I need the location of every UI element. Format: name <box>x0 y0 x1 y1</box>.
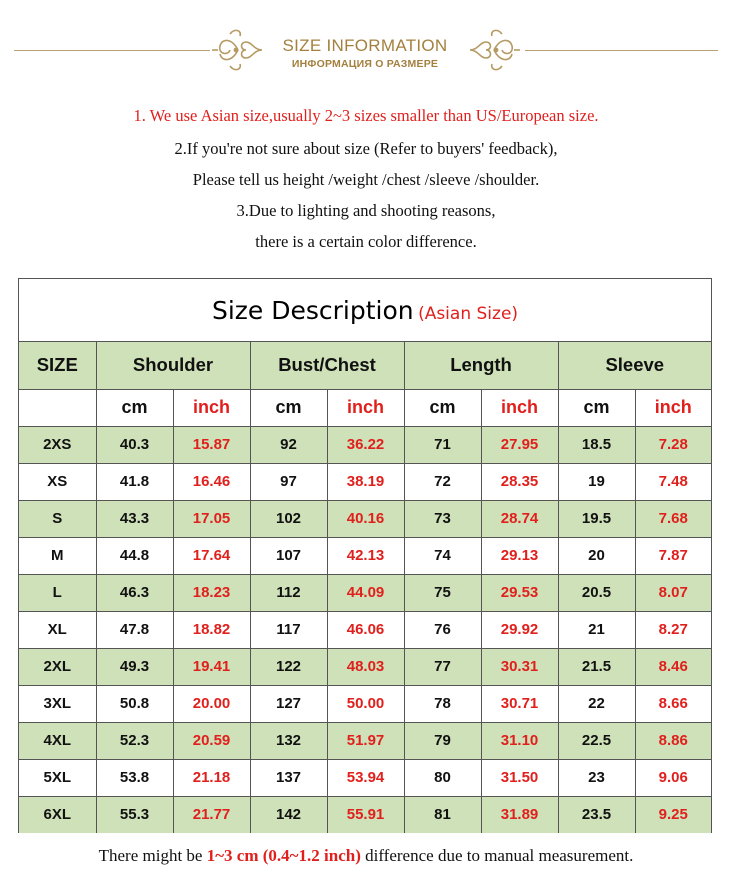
size-label: 5XL <box>19 759 96 796</box>
value-inch: 18.82 <box>173 611 250 648</box>
unit-inch: inch <box>481 389 558 426</box>
value-cm: 80 <box>404 759 481 796</box>
value-cm: 53.8 <box>96 759 173 796</box>
unit-inch: inch <box>635 389 711 426</box>
size-label: L <box>19 574 96 611</box>
value-cm: 74 <box>404 537 481 574</box>
value-inch: 31.10 <box>481 722 558 759</box>
table-row <box>19 537 711 574</box>
table-row <box>19 463 711 500</box>
header-length: Length <box>404 342 558 389</box>
table-row <box>19 759 711 796</box>
banner-title-en: SIZE INFORMATION <box>282 36 448 55</box>
value-cm: 76 <box>404 611 481 648</box>
unit-inch: inch <box>327 389 404 426</box>
value-cm: 23.5 <box>558 796 635 833</box>
value-inch: 8.46 <box>635 648 711 685</box>
value-inch: 17.64 <box>173 537 250 574</box>
value-cm: 18.5 <box>558 426 635 463</box>
value-inch: 36.22 <box>327 426 404 463</box>
unit-cm: cm <box>96 389 173 426</box>
value-inch: 30.31 <box>481 648 558 685</box>
note-1: 1. We use Asian size,usually 2~3 sizes smaller than US/European size. <box>133 106 599 125</box>
ornament-left-icon <box>208 24 264 76</box>
value-cm: 73 <box>404 500 481 537</box>
value-inch: 53.94 <box>327 759 404 796</box>
value-cm: 49.3 <box>96 648 173 685</box>
table-row <box>19 426 711 463</box>
value-inch: 18.23 <box>173 574 250 611</box>
unit-cm: cm <box>250 389 327 426</box>
value-cm: 44.8 <box>96 537 173 574</box>
size-label: XL <box>19 611 96 648</box>
table-row <box>19 685 711 722</box>
note-2: 2.If you're not sure about size (Refer to buyers' feedback), <box>174 139 558 158</box>
value-inch: 8.27 <box>635 611 711 648</box>
value-inch: 40.16 <box>327 500 404 537</box>
value-inch: 19.41 <box>173 648 250 685</box>
size-grid <box>19 342 711 833</box>
value-cm: 23 <box>558 759 635 796</box>
value-inch: 21.77 <box>173 796 250 833</box>
value-inch: 17.05 <box>173 500 250 537</box>
unit-cm: cm <box>404 389 481 426</box>
header-size: SIZE <box>19 342 96 389</box>
value-cm: 52.3 <box>96 722 173 759</box>
size-label: M <box>19 537 96 574</box>
banner-divider-left <box>14 50 210 51</box>
size-label: S <box>19 500 96 537</box>
value-cm: 75 <box>404 574 481 611</box>
size-label: 3XL <box>19 685 96 722</box>
table-title <box>19 279 711 342</box>
table-row <box>19 500 711 537</box>
value-cm: 137 <box>250 759 327 796</box>
value-inch: 16.46 <box>173 463 250 500</box>
banner-divider-right <box>525 50 718 51</box>
value-cm: 127 <box>250 685 327 722</box>
header-shoulder: Shoulder <box>96 342 250 389</box>
value-cm: 97 <box>250 463 327 500</box>
value-inch: 50.00 <box>327 685 404 722</box>
table-title-main: Size Description <box>211 296 414 325</box>
footer-pre: There might be <box>98 846 207 865</box>
value-inch: 48.03 <box>327 648 404 685</box>
value-inch: 44.09 <box>327 574 404 611</box>
value-inch: 21.18 <box>173 759 250 796</box>
value-cm: 79 <box>404 722 481 759</box>
note-4: 3.Due to lighting and shooting reasons, <box>236 201 496 220</box>
header-sleeve: Sleeve <box>558 342 711 389</box>
value-inch: 20.00 <box>173 685 250 722</box>
value-inch: 42.13 <box>327 537 404 574</box>
value-inch: 51.97 <box>327 722 404 759</box>
value-cm: 107 <box>250 537 327 574</box>
value-cm: 142 <box>250 796 327 833</box>
value-inch: 29.53 <box>481 574 558 611</box>
value-cm: 19 <box>558 463 635 500</box>
value-inch: 7.87 <box>635 537 711 574</box>
footer-post: difference due to manual measurement. <box>360 846 634 865</box>
value-inch: 30.71 <box>481 685 558 722</box>
value-inch: 46.06 <box>327 611 404 648</box>
value-cm: 122 <box>250 648 327 685</box>
value-cm: 102 <box>250 500 327 537</box>
value-cm: 132 <box>250 722 327 759</box>
value-cm: 41.8 <box>96 463 173 500</box>
value-cm: 71 <box>404 426 481 463</box>
value-inch: 29.92 <box>481 611 558 648</box>
value-cm: 20.5 <box>558 574 635 611</box>
value-cm: 46.3 <box>96 574 173 611</box>
value-inch: 20.59 <box>173 722 250 759</box>
value-inch: 28.35 <box>481 463 558 500</box>
unit-cm: cm <box>558 389 635 426</box>
value-cm: 19.5 <box>558 500 635 537</box>
table-title-sub: (Asian Size) <box>418 304 519 324</box>
value-inch: 8.86 <box>635 722 711 759</box>
size-label: 6XL <box>19 796 96 833</box>
value-inch: 31.50 <box>481 759 558 796</box>
value-cm: 78 <box>404 685 481 722</box>
footer-highlight: 1~3 cm (0.4~1.2 inch) <box>206 846 361 865</box>
size-label: 2XS <box>19 426 96 463</box>
size-rows <box>19 426 711 833</box>
size-label: 2XL <box>19 648 96 685</box>
size-label: XS <box>19 463 96 500</box>
value-inch: 15.87 <box>173 426 250 463</box>
unit-empty <box>19 389 96 426</box>
value-inch: 7.68 <box>635 500 711 537</box>
ornament-right-icon <box>468 24 524 76</box>
value-cm: 72 <box>404 463 481 500</box>
value-cm: 47.8 <box>96 611 173 648</box>
value-inch: 8.07 <box>635 574 711 611</box>
value-cm: 92 <box>250 426 327 463</box>
value-cm: 20 <box>558 537 635 574</box>
value-cm: 21 <box>558 611 635 648</box>
value-inch: 28.74 <box>481 500 558 537</box>
value-inch: 29.13 <box>481 537 558 574</box>
note-3: Please tell us height /weight /chest /sleeve /shoulder. <box>192 170 540 189</box>
value-inch: 7.48 <box>635 463 711 500</box>
value-inch: 27.95 <box>481 426 558 463</box>
value-inch: 55.91 <box>327 796 404 833</box>
value-cm: 77 <box>404 648 481 685</box>
value-cm: 43.3 <box>96 500 173 537</box>
table-row <box>19 722 711 759</box>
value-inch: 9.25 <box>635 796 711 833</box>
value-inch: 9.06 <box>635 759 711 796</box>
value-cm: 21.5 <box>558 648 635 685</box>
value-inch: 38.19 <box>327 463 404 500</box>
value-cm: 22.5 <box>558 722 635 759</box>
size-info-banner <box>0 14 732 78</box>
value-inch: 8.66 <box>635 685 711 722</box>
header-bust-chest: Bust/Chest <box>250 342 404 389</box>
unit-inch: inch <box>173 389 250 426</box>
header-row <box>19 342 711 389</box>
value-cm: 22 <box>558 685 635 722</box>
value-inch: 7.28 <box>635 426 711 463</box>
value-cm: 55.3 <box>96 796 173 833</box>
size-table <box>18 278 712 833</box>
value-cm: 117 <box>250 611 327 648</box>
size-label: 4XL <box>19 722 96 759</box>
table-row <box>19 648 711 685</box>
value-cm: 112 <box>250 574 327 611</box>
note-5: there is a certain color difference. <box>255 232 477 251</box>
banner-title-ru: ИНФОРМАЦИЯ О РАЗМЕРЕ <box>291 58 439 70</box>
unit-row <box>19 389 711 426</box>
table-row <box>19 796 711 833</box>
value-inch: 31.89 <box>481 796 558 833</box>
table-row <box>19 611 711 648</box>
value-cm: 40.3 <box>96 426 173 463</box>
footer-note <box>0 846 732 866</box>
value-cm: 81 <box>404 796 481 833</box>
table-row <box>19 574 711 611</box>
value-cm: 50.8 <box>96 685 173 722</box>
